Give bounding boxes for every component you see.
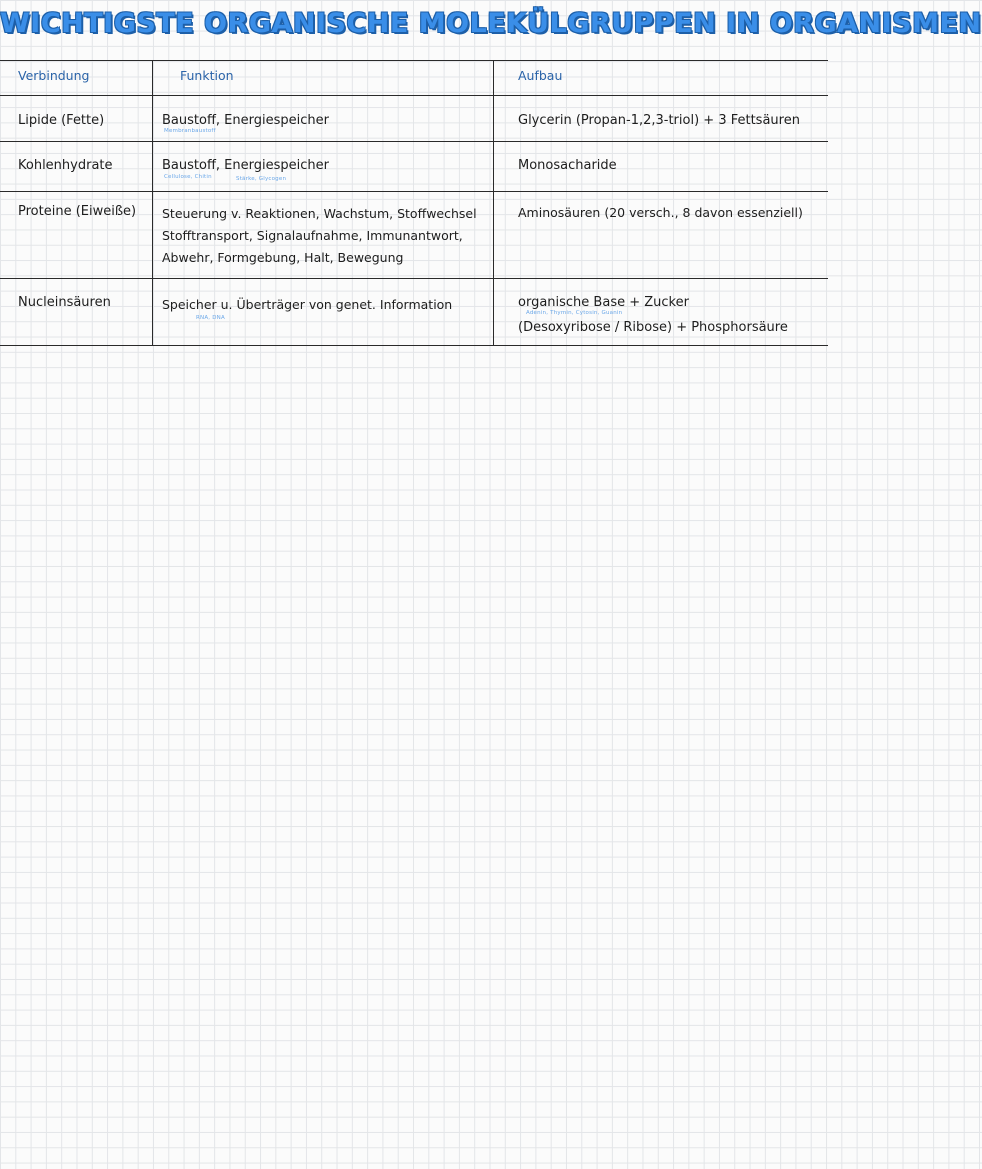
table-top-border — [0, 60, 828, 61]
column-divider — [152, 60, 153, 346]
cell-verbindung: Lipide (Fette) — [18, 113, 105, 128]
cell-funktion-line: Stofftransport, Signalaufnahme, Immunantwort, — [162, 228, 463, 243]
cell-funktion: Speicher u. Überträger von genet. Information — [162, 297, 453, 312]
row-divider — [0, 141, 828, 142]
cell-verbindung: Kohlenhydrate — [18, 158, 113, 173]
cell-verbindung: Nucleinsäuren — [18, 295, 111, 310]
header-divider — [0, 95, 828, 96]
cell-funktion-note: Stärke, Glycogen — [236, 176, 287, 182]
header-funktion: Funktion — [180, 68, 234, 83]
row-divider — [0, 278, 828, 279]
cell-funktion-line: Abwehr, Formgebung, Halt, Bewegung — [162, 250, 404, 265]
cell-funktion-note: Cellulose, Chitin — [164, 174, 212, 180]
row-divider — [0, 191, 828, 192]
cell-aufbau-note: Adenin, Thymin, Cytosin, Guanin — [526, 310, 623, 316]
cell-funktion-note: Membranbaustoff — [164, 128, 216, 134]
cell-aufbau-line: organische Base + Zucker — [518, 295, 689, 310]
cell-aufbau: Glycerin (Propan-1,2,3-triol) + 3 Fettsäuren — [518, 113, 800, 128]
cell-funktion-note: RNA, DNA — [196, 315, 225, 321]
cell-aufbau: Monosacharide — [518, 158, 617, 173]
table-bottom-border — [0, 345, 828, 346]
cell-aufbau: Aminosäuren (20 versch., 8 davon essenziell) — [518, 205, 803, 220]
cell-aufbau-line: (Desoxyribose / Ribose) + Phosphorsäure — [518, 320, 788, 335]
cell-funktion-line: Steuerung v. Reaktionen, Wachstum, Stoffwechsel — [162, 206, 477, 221]
header-verbindung: Verbindung — [18, 68, 90, 83]
column-divider — [493, 60, 494, 346]
page-title: WICHTIGSTE ORGANISCHE MOLEKÜLGRUPPEN IN ORGANISMEN — [0, 8, 982, 39]
cell-funktion: Baustoff, Energiespeicher — [162, 158, 329, 173]
cell-funktion: Baustoff, Energiespeicher — [162, 113, 329, 128]
cell-verbindung: Proteine (Eiweiße) — [18, 204, 137, 219]
header-aufbau: Aufbau — [518, 68, 563, 83]
